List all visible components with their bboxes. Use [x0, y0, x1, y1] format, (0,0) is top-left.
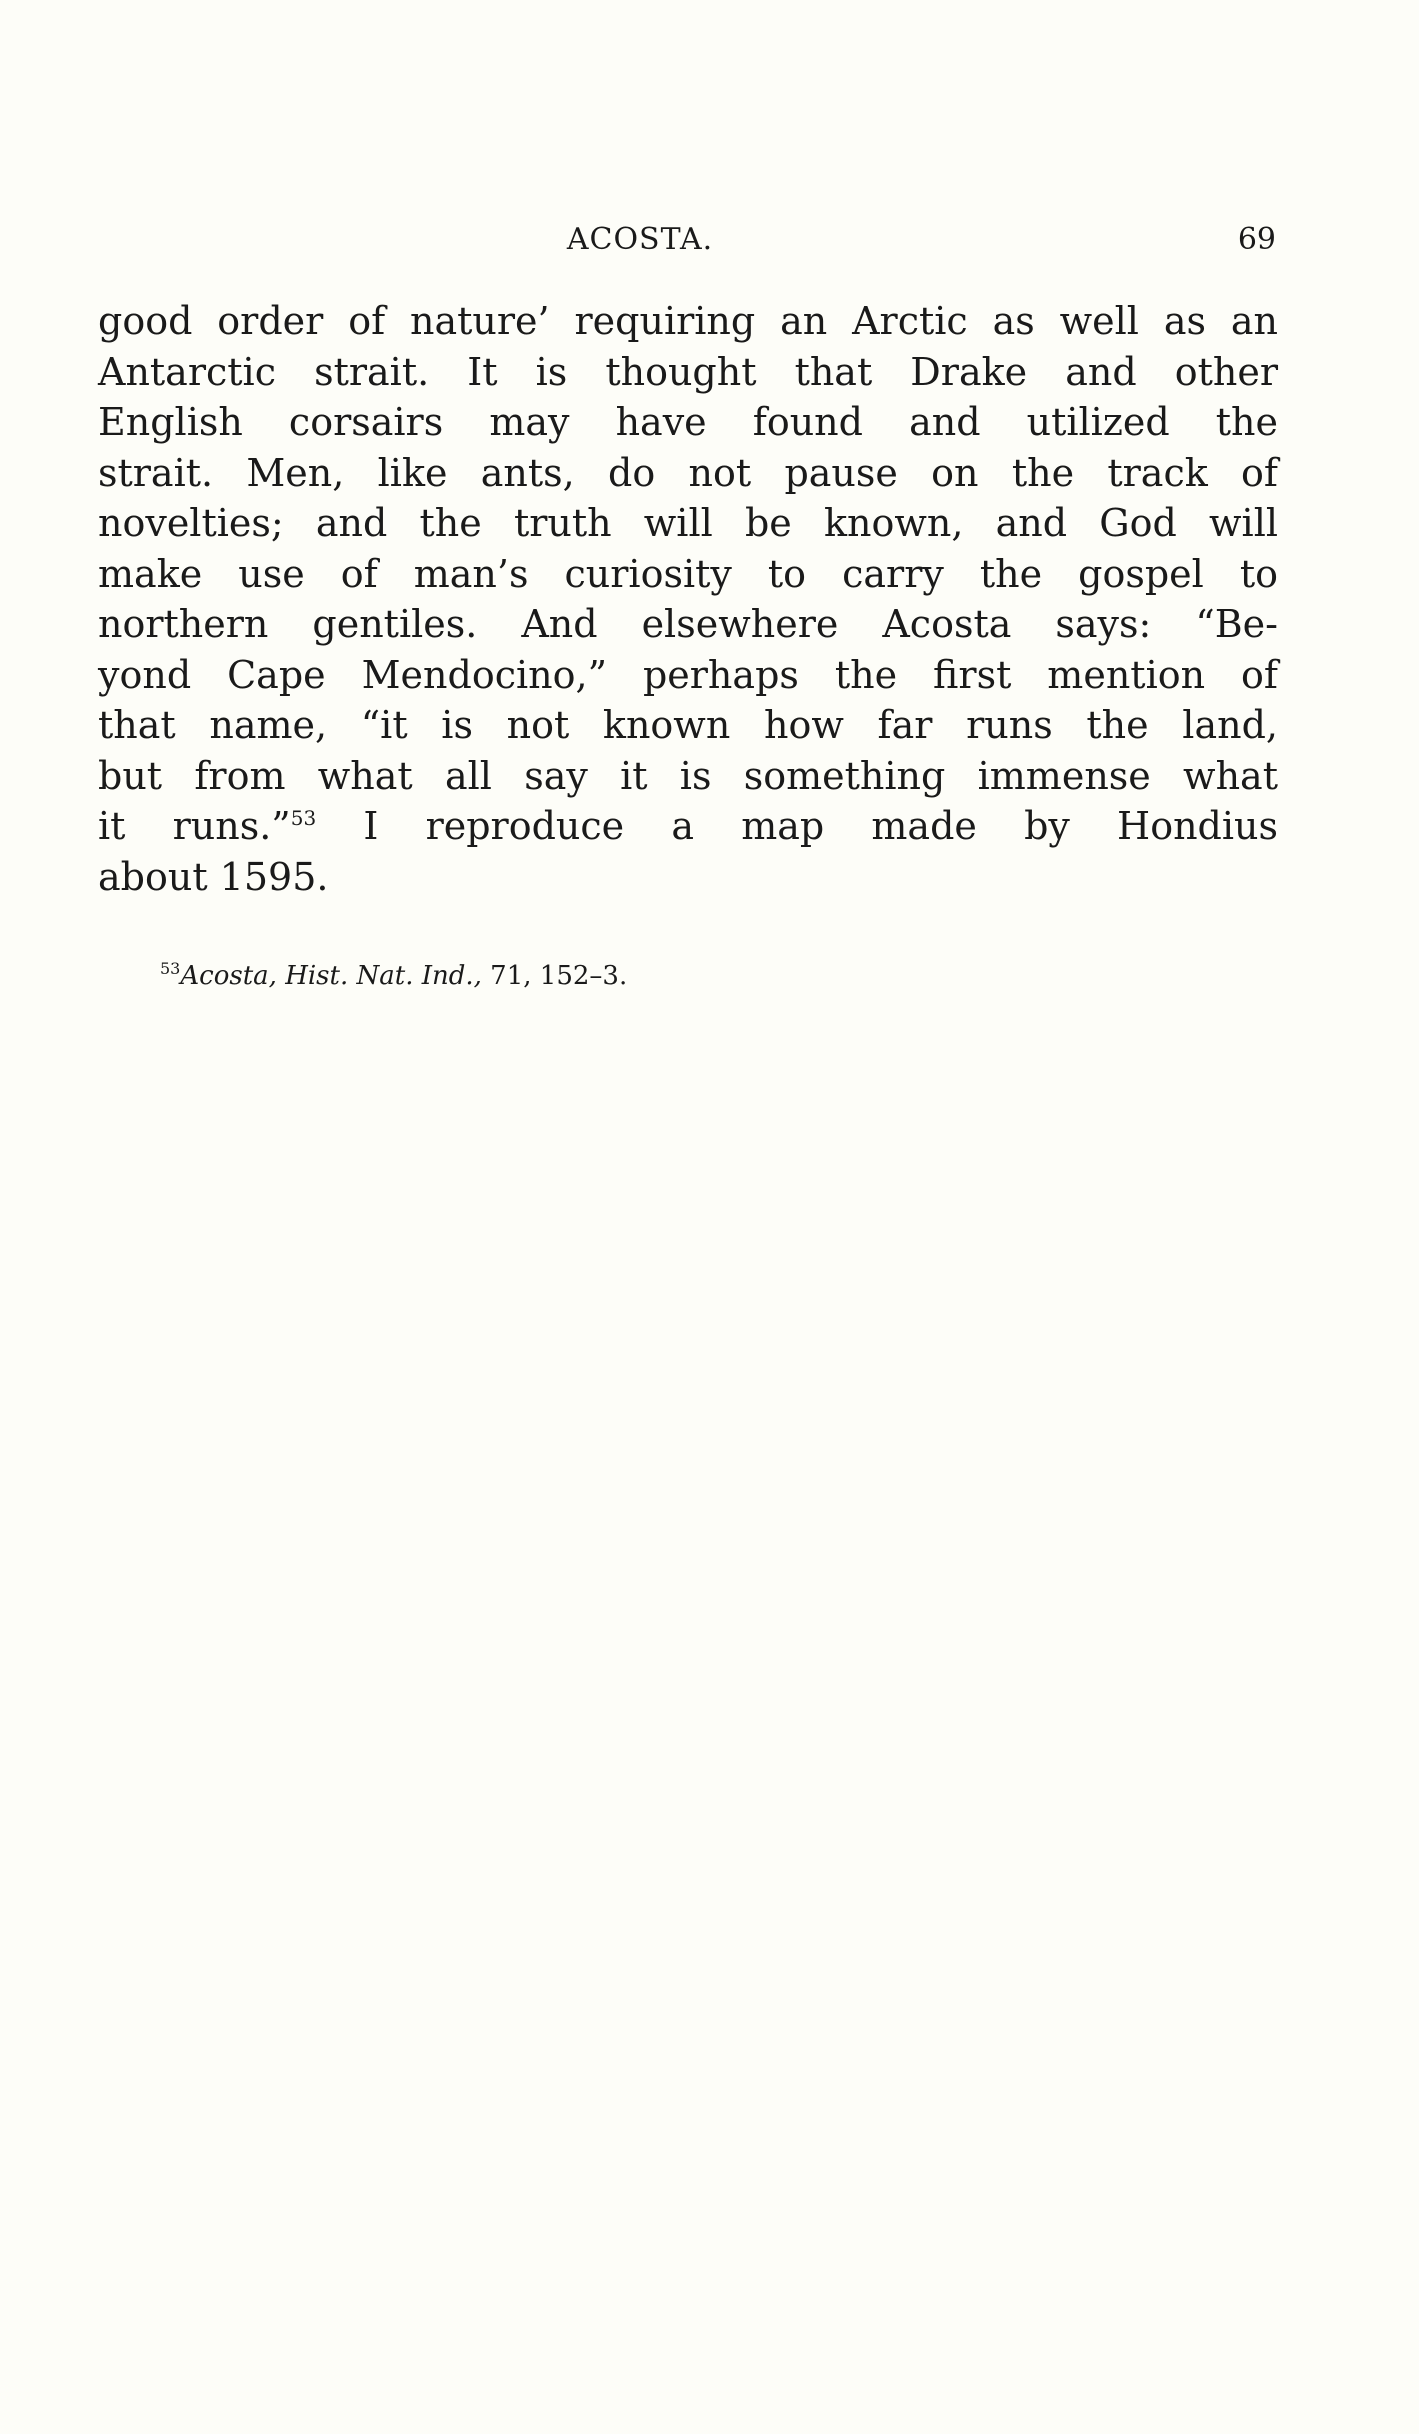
text-line: good order of nature’ requiring an Arctic as well as an [98, 299, 1278, 343]
text-line: but from what all say it is something immense what [98, 753, 1278, 798]
running-head [0, 222, 1419, 262]
footnote [160, 956, 1060, 996]
text-line: Antarctic strait. It is thought that Drake and other [98, 349, 1278, 394]
text-line: make use of man’s curiosity to carry the gospel to [98, 551, 1278, 596]
text-fragment: I reproduce a map made by Hondius [316, 804, 1279, 848]
running-title: ACOSTA. [566, 222, 714, 257]
page-number: 69 [1237, 222, 1276, 257]
footnote-number: 53 [160, 959, 181, 978]
footnote-author: Acosta, [180, 961, 277, 991]
text-line: about 1595. [98, 854, 329, 899]
footnote-work: Hist. Nat. Ind., [285, 961, 482, 991]
text-fragment: it runs.” [98, 804, 291, 848]
footnote-pages: 71, 152–3. [481, 961, 628, 991]
text-line: strait. Men, like ants, do not pause on the track of [98, 450, 1278, 495]
text-line: that name, “it is not known how far runs the land, [98, 703, 1278, 747]
footnote-reference[interactable]: 53 [290, 806, 317, 830]
text-line: northern gentiles. And elsewhere Acosta says: “Be- [98, 602, 1278, 646]
text-line: yond Cape Mendocino,” perhaps the first mention of [98, 652, 1278, 697]
text-line: English corsairs may have found and utilized the [98, 400, 1278, 444]
text-line: novelties; and the truth will be known, and God will [98, 501, 1278, 545]
text-line [98, 801, 1278, 852]
body-text [98, 296, 1278, 902]
